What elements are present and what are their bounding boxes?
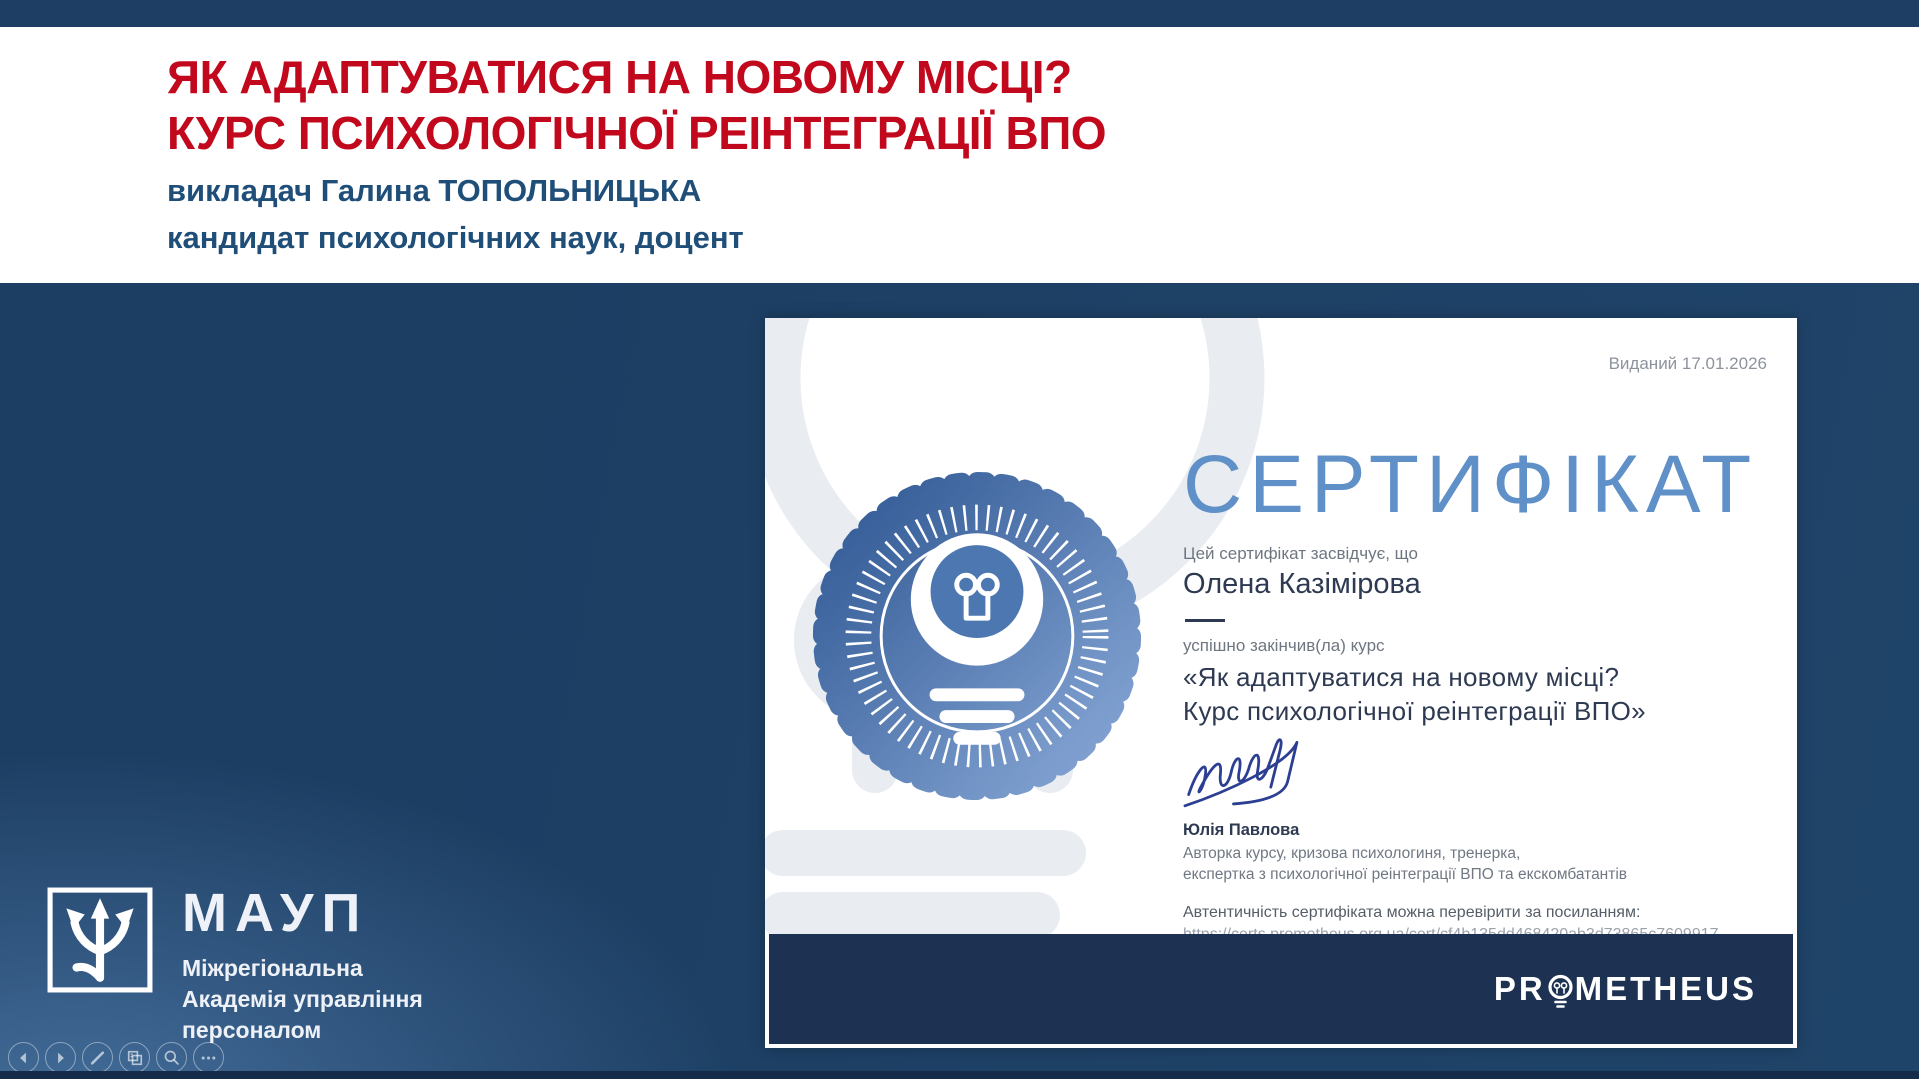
prometheus-logo — [1494, 968, 1757, 1010]
signer-role-line1: Авторка курсу, кризова психологиня, тренерка, — [1183, 844, 1521, 862]
lecturer-line: викладач Галина ТОПОЛЬНИЦЬКА — [167, 173, 702, 208]
slide-sorter-icon — [120, 1043, 149, 1073]
course-title — [1183, 660, 1773, 729]
certifies-label: Цей сертифікат засвідчує, що — [1183, 543, 1418, 563]
chevron-left-icon — [9, 1043, 38, 1073]
course-title-line1: «Як адаптуватися на новому місці? — [1183, 661, 1620, 692]
pen-annotate-button[interactable] — [82, 1042, 113, 1073]
next-slide-button[interactable] — [45, 1042, 76, 1073]
recipient-name: Олена Казімірова — [1183, 567, 1421, 600]
slide-title — [167, 49, 1106, 161]
maup-text — [182, 883, 423, 1046]
certificate-heading: СЕРТИФІКАТ — [1183, 439, 1759, 530]
slide-subtitle — [167, 167, 744, 261]
completed-label: успішно закінчив(ла) курс — [1183, 635, 1385, 655]
maup-logo-block — [46, 883, 423, 1046]
slide-top-bar — [0, 0, 1919, 27]
see-all-slides-button[interactable] — [119, 1042, 150, 1073]
signer-name: Юлія Павлова — [1183, 820, 1300, 839]
pen-icon — [83, 1043, 112, 1073]
prometheus-logo-metheus: METHEUS — [1574, 970, 1757, 1007]
maup-acronym: МАУП — [182, 883, 369, 943]
certificate-text-column — [1183, 439, 1773, 944]
presenter-controls — [8, 1042, 224, 1073]
chevron-right-icon — [46, 1043, 75, 1073]
signer-role — [1183, 843, 1773, 886]
certificate-image — [765, 318, 1797, 1048]
lightbulb-o-icon — [1547, 974, 1574, 1010]
bottom-window-strip — [0, 1071, 1919, 1079]
maup-name-line2: Академія управління — [182, 986, 423, 1013]
slide-header-band — [0, 27, 1919, 283]
course-title-line2: Курс психологічної реінтеграції ВПО» — [1183, 696, 1646, 727]
zoom-slide-button[interactable] — [156, 1042, 187, 1073]
slide-title-line1: ЯК АДАПТУВАТИСЯ НА НОВОМУ МІСЦІ? — [167, 51, 1072, 103]
verify-label: Автентичність сертифіката можна перевірити за посиланням: — [1183, 903, 1641, 921]
slide-title-line2: КУРС ПСИХОЛОГІЧНОЇ РЕІНТЕГРАЦІЇ ВПО — [167, 107, 1107, 159]
more-options-button[interactable] — [193, 1042, 224, 1073]
certificate-issue-date: Виданий 17.01.2026 — [1608, 354, 1767, 373]
lightbulb-seal-icon — [809, 468, 1145, 804]
degree-line: кандидат психологічних наук, доцент — [167, 220, 744, 255]
previous-slide-button[interactable] — [8, 1042, 39, 1073]
maup-name-line1: Міжрегіональна — [182, 955, 363, 981]
prometheus-logo-pr: PR — [1493, 970, 1546, 1007]
signer-role-line2: експертка з психологічної реінтеграції ВПО та екскомбатантів — [1183, 866, 1628, 884]
certificate-footer — [769, 934, 1793, 1044]
maup-full-name — [182, 953, 423, 1046]
divider — [1185, 619, 1225, 622]
maup-trident-emblem — [46, 886, 154, 994]
signature-icon — [1179, 733, 1329, 817]
magnifier-icon — [157, 1043, 186, 1073]
maup-name-line3: персоналом — [182, 1017, 322, 1044]
ellipsis-icon — [194, 1043, 223, 1073]
